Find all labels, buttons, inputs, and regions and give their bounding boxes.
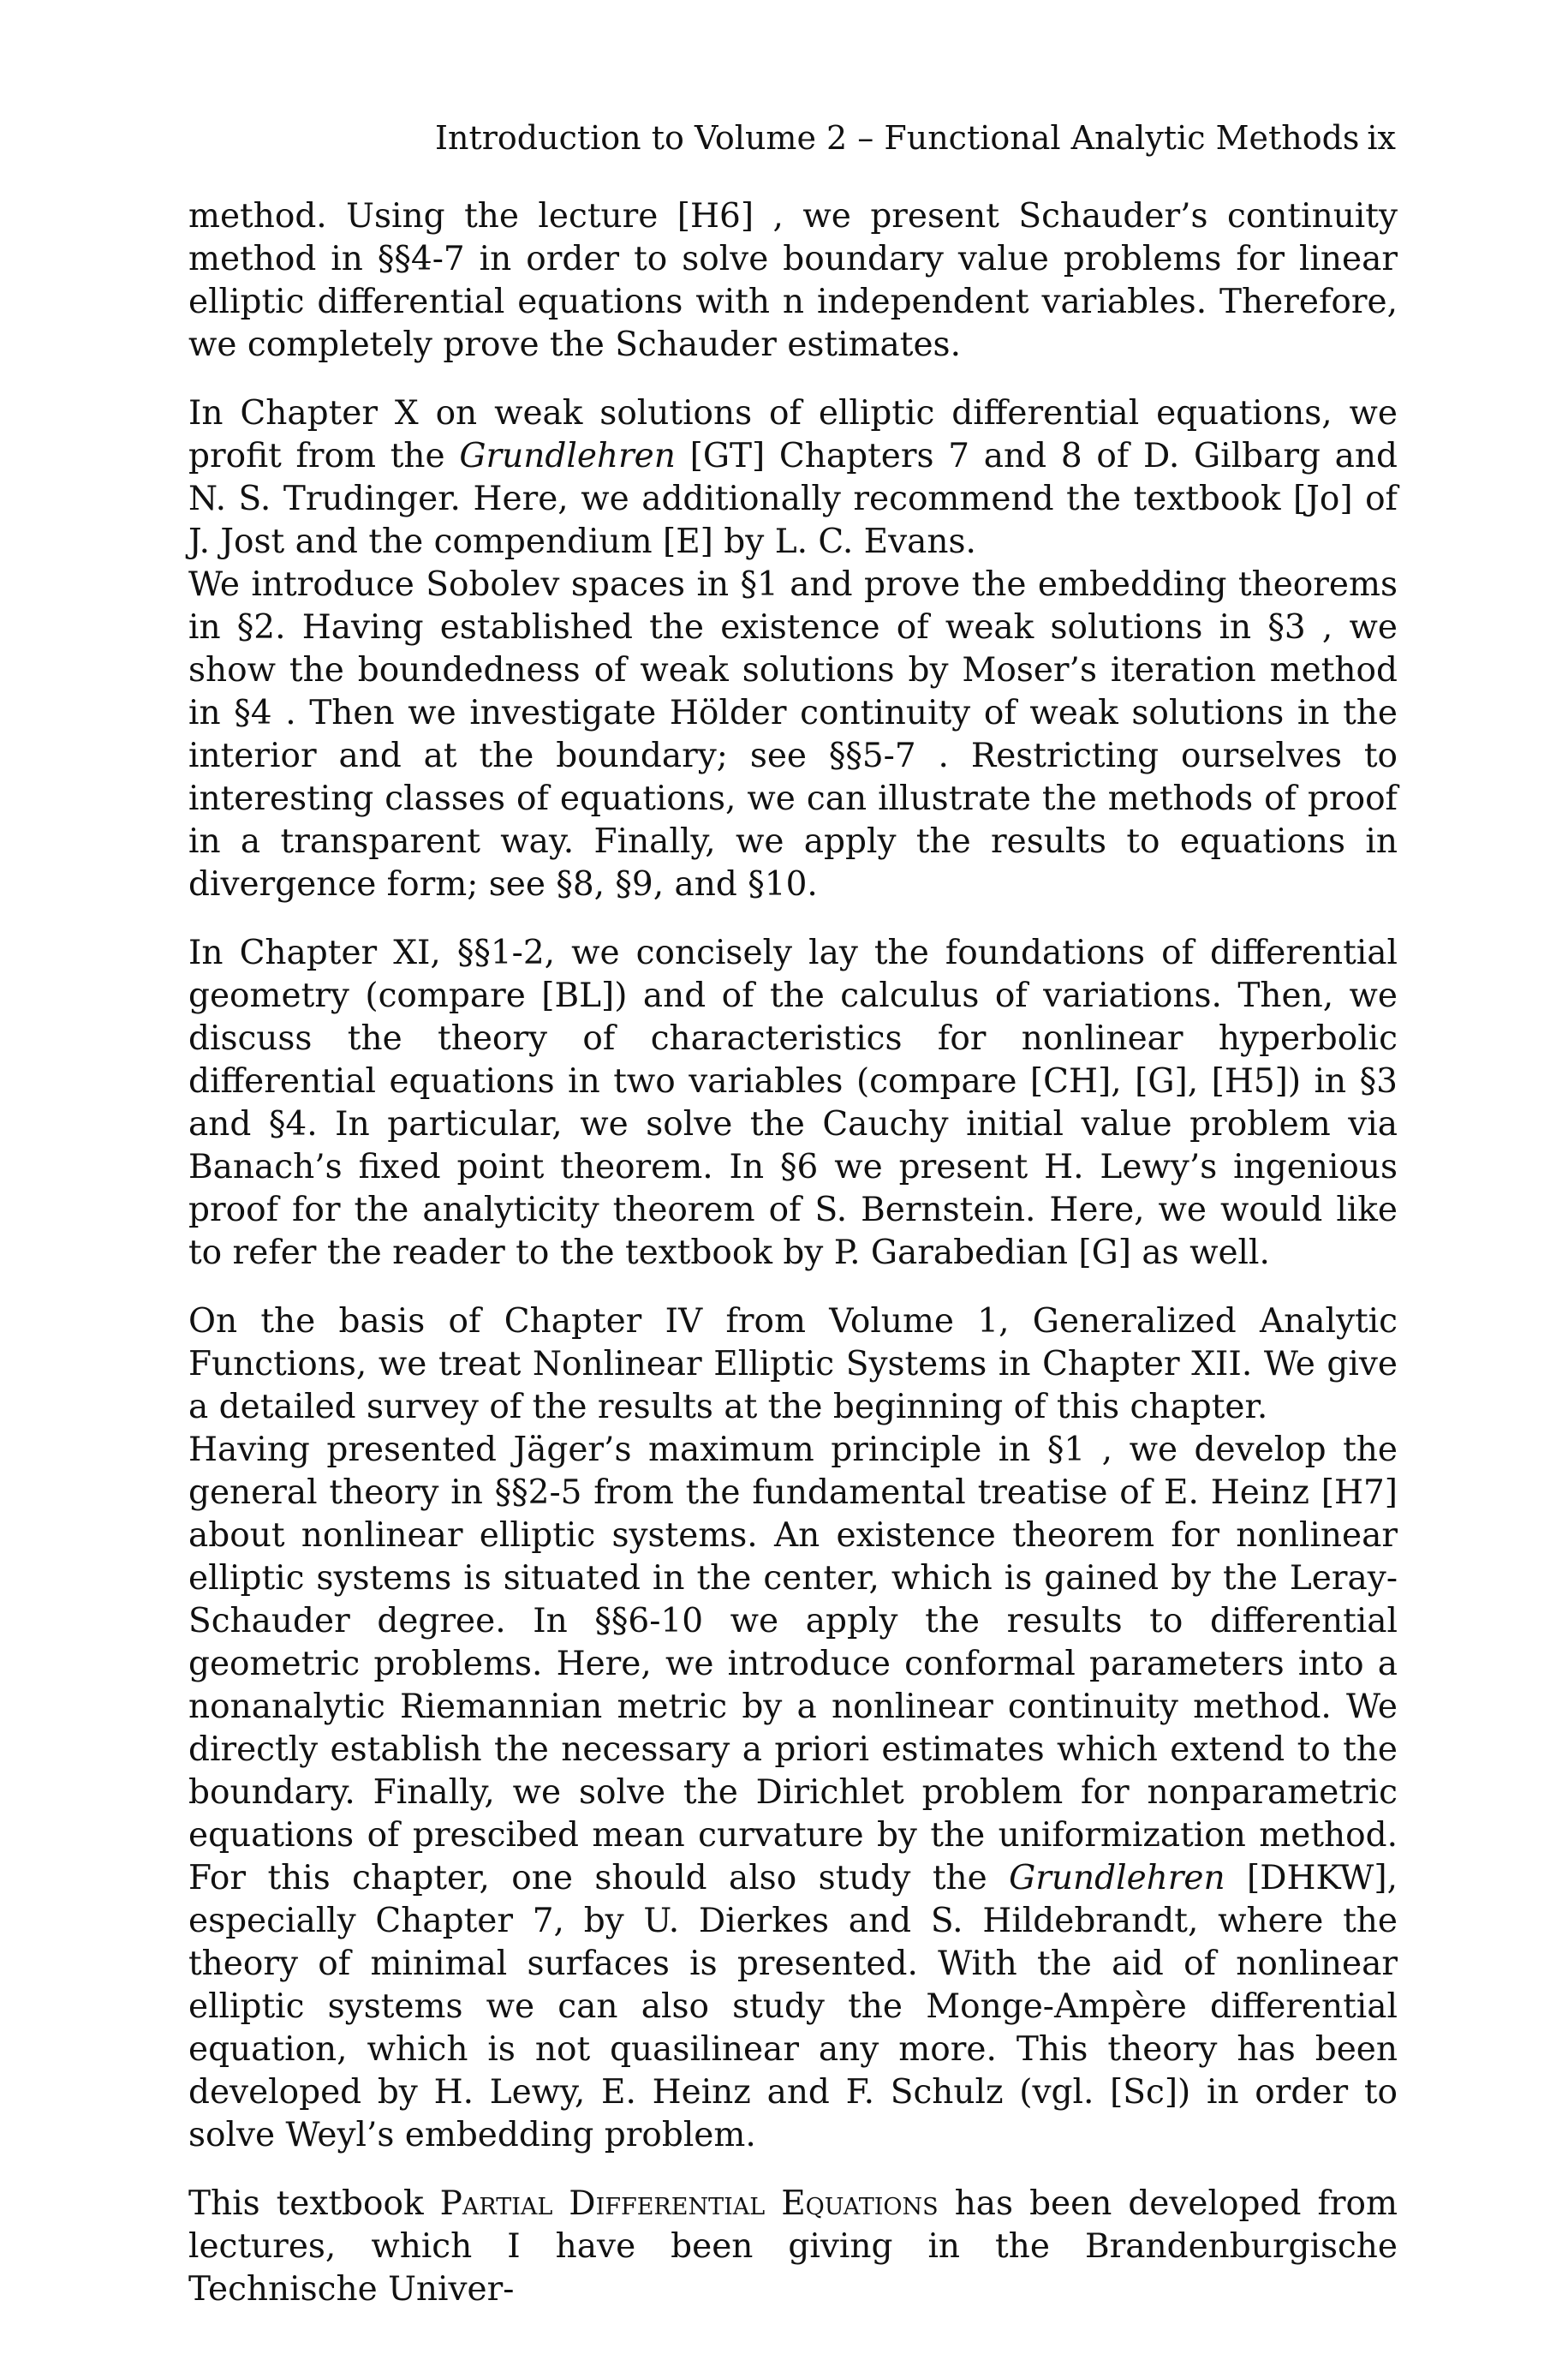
paragraph-6-text-before: Having presented Jäger’s maximum principle in §1 , we develop the general theory in §§2-5 from the fundamental treatise of E. Heinz [H7] about nonlinear elliptic systems. An existence theorem for nonlinear elliptic systems is situated in the center, which is gained by the Leray-Schauder degree. In §§6-10 we apply the results to differential geometric problems. Here, we introduce conformal parameters into a nonanalytic Riemannian metric by a nonlinear continuity method. We directly establish the necessary a priori estimates which extend to the boundary. Finally, we solve the Dirichlet problem for nonparametric equations of prescibed mean curvature by the uniformization method. For this chapter, one should also study the (188, 1431, 1398, 1897)
paragraph-6-text-after: [DHKW], especially Chapter 7, by U. Dierkes and S. Hildebrandt, where the theory of minimal surfaces is presented. With the aid of nonlinear elliptic systems we can also study the Monge-Ampère differential equation, which is not quasilinear any more. This theory has been developed by H. Lewy, E. Heinz and F. Schulz (vgl. [Sc]) in order to solve Weyl’s embedding problem. (188, 1859, 1398, 2154)
paragraph-1: method. Using the lecture [H6] , we present Schauder’s continuity method in §§4-7 in order to solve boundary value problems for linear elliptic differential equations with n independent variables. Therefore, we completely prove the Schauder estimates. (188, 197, 1398, 364)
paragraph-3: We introduce Sobolev spaces in §1 and prove the embedding theorems in §2. Having established the existence of weak solutions in §3 , we show the boundedness of weak solutions by Moser’s iteration method in §4 . Then we investigate Hölder continuity of weak solutions in the interior and at the boundary; see §§5-7 . Restricting ourselves to interesting classes of equations, we can illustrate the methods of proof in a transparent way. Finally, we apply the results to equations in divergence form; see §8, §9, and §10. (188, 565, 1398, 904)
running-head-title: Introduction to Volume 2 – Functional Analytic Methods (435, 119, 1360, 157)
paragraph-6-italic: Grundlehren (1009, 1859, 1225, 1897)
paragraph-2-text-before: In Chapter X on weak solutions of elliptic differential equations, we profit from the (188, 394, 1398, 475)
paragraph-7 (188, 2183, 1398, 2311)
paragraph-6 (188, 1429, 1398, 2157)
paragraph-5: On the basis of Chapter IV from Volume 1, Generalized Analytic Functions, we treat Nonlinear Elliptic Systems in Chapter XII. We give a detailed survey of the results at the beginning of this chapter. (188, 1302, 1398, 1426)
paragraph-4: In Chapter XI, §§1-2, we concisely lay the foundations of differential geometry (compare [BL]) and of the calculus of variations. Then, we discuss the theory of characteristics for nonlinear hyperbolic differential equations in two variables (compare [CH], [G], [H5]) in §3 and §4. In particular, we solve the Cauchy initial value problem via Banach’s fixed point theorem. In §6 we present H. Lewy’s ingenious proof for the analyticity theorem of S. Bernstein. Here, we would like to refer the reader to the textbook by P. Garabedian [G] as well. (188, 934, 1398, 1272)
running-head (435, 118, 1396, 158)
paragraph-2 (188, 392, 1398, 564)
paragraph-7-small-caps-title: Partial Differential Equations (439, 2184, 939, 2223)
body-text (188, 195, 1398, 2311)
paragraph-2-text-after: [GT] Chapters 7 and 8 of D. Gilbarg and N. S. Trudinger. Here, we additionally recommend the textbook [Jo] of J. Jost and the compendium [E] by L. C. Evans. (188, 437, 1398, 561)
page-number: ix (1367, 119, 1396, 157)
paragraph-7-text-before: This textbook (188, 2184, 440, 2223)
paragraph-2-italic: Grundlehren (459, 437, 676, 475)
paragraph-7-text-after: has been developed from lectures, which I have been giving in the Brandenburgische Technische Univer- (188, 2184, 1398, 2309)
